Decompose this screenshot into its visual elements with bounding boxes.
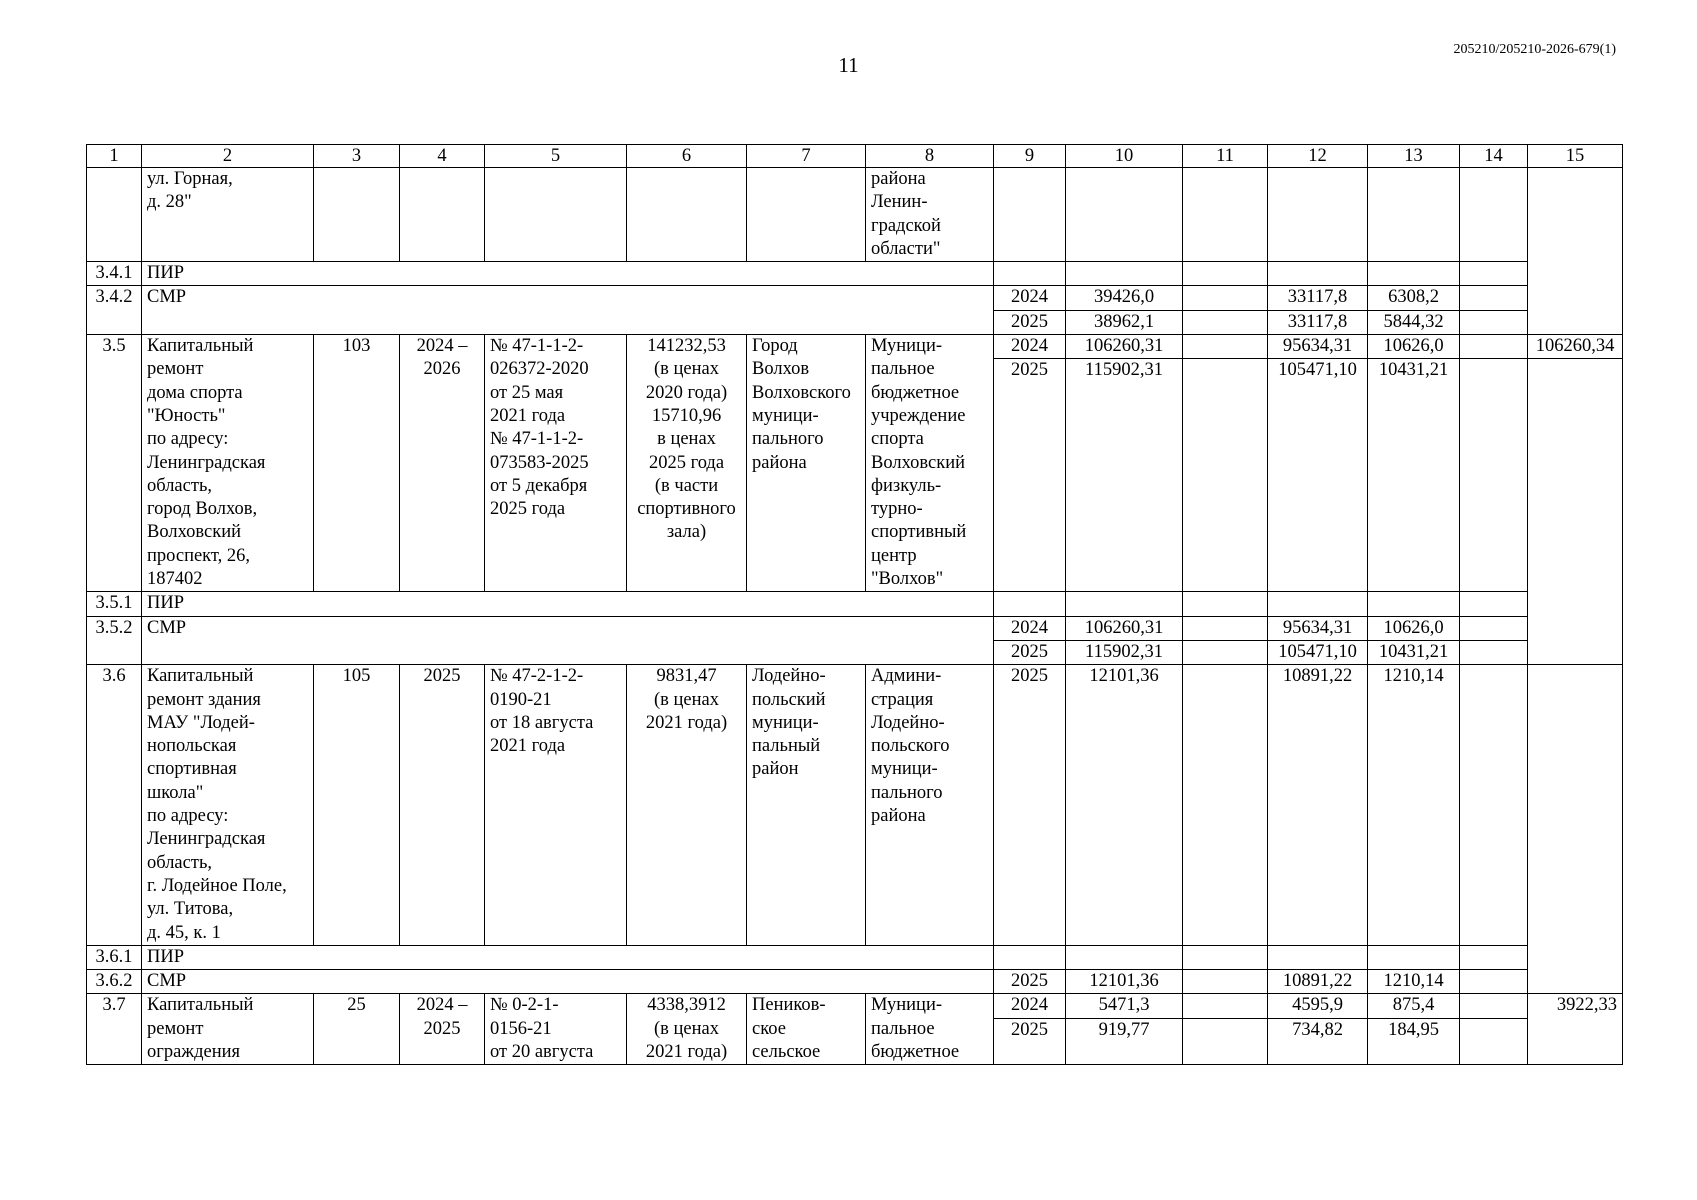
capacity-cell: 25	[314, 994, 400, 1065]
total-cell: 106260,31	[1066, 616, 1183, 640]
total-cell: 115902,31	[1066, 359, 1183, 592]
total-cell: 5471,3	[1066, 994, 1183, 1019]
regional-budget-cell: 95634,31	[1268, 335, 1368, 359]
column-header: 2	[142, 145, 314, 168]
total-cell: 38962,1	[1066, 310, 1183, 334]
column-header: 10	[1066, 145, 1183, 168]
cost-cell: 141232,53 (в ценах 2020 года) 15710,96 в ценах 2025 года (в части спортивного зала)	[627, 335, 747, 592]
column-header: 4	[400, 145, 485, 168]
column-header: 14	[1460, 145, 1528, 168]
municipality-cell: Лодейно- польский муници- пальный район	[747, 665, 866, 946]
row-number: 3.6	[87, 665, 142, 946]
local-budget-cell: 1210,14	[1368, 665, 1460, 946]
total-cell: 115902,31	[1066, 640, 1183, 664]
row-label: ПИР	[142, 262, 994, 286]
local-budget-cell: 1210,14	[1368, 970, 1460, 994]
table-row	[87, 665, 1623, 946]
year-cell: 2025	[994, 310, 1066, 334]
cost-cell: 9831,47 (в ценах 2021 года)	[627, 665, 747, 946]
year-cell: 2025	[994, 970, 1066, 994]
regional-budget-cell: 10891,22	[1268, 665, 1368, 946]
row-label: СМР	[142, 616, 994, 665]
total-cell: 919,77	[1066, 1019, 1183, 1065]
local-budget-cell: 10626,0	[1368, 335, 1460, 359]
total-cell: 12101,36	[1066, 970, 1183, 994]
customer-cell: Муници- пальное бюджетное	[866, 994, 994, 1065]
table-row	[87, 945, 1623, 969]
column-header: 7	[747, 145, 866, 168]
regional-budget-cell: 105471,10	[1268, 640, 1368, 664]
object-name: Капитальный ремонт здания МАУ "Лодей- нопольская спортивная школа" по адресу: Ленинградская область, г. Лодейное Поле, ул. Титова, д. 45, к. 1	[142, 665, 314, 946]
regional-budget-cell: 10891,22	[1268, 970, 1368, 994]
local-budget-cell: 184,95	[1368, 1019, 1460, 1065]
row-number: 3.5	[87, 335, 142, 592]
capacity-cell: 105	[314, 665, 400, 946]
cost-cell: 4338,3912 (в ценах 2021 года)	[627, 994, 747, 1065]
total-cell: 12101,36	[1066, 665, 1183, 946]
local-budget-cell: 875,4	[1368, 994, 1460, 1019]
capacity-cell: 103	[314, 335, 400, 592]
year-cell: 2025	[994, 640, 1066, 664]
row-label: ПИР	[142, 592, 994, 616]
year-cell: 2025	[994, 665, 1066, 946]
row-number: 3.4.1	[87, 262, 142, 286]
year-cell: 2024	[994, 994, 1066, 1019]
customer-cell: района Ленин- градской области"	[866, 168, 994, 262]
object-name: Капитальный ремонт дома спорта "Юность" по адресу: Ленинградская область, город Волхов, Волховский проспект, 26, 187402	[142, 335, 314, 592]
column-header: 5	[485, 145, 627, 168]
table-row	[87, 616, 1623, 640]
column-header: 9	[994, 145, 1066, 168]
local-budget-cell: 10626,0	[1368, 616, 1460, 640]
column-header: 1	[87, 145, 142, 168]
row-label: СМР	[142, 286, 994, 335]
expertise-cell: № 47-1-1-2- 026372-2020 от 25 мая 2021 года № 47-1-1-2- 073583-2025 от 5 декабря 2025 года	[485, 335, 627, 592]
local-budget-cell: 5844,32	[1368, 310, 1460, 334]
period-cell: 2025	[400, 665, 485, 946]
row-label: ПИР	[142, 945, 994, 969]
program-table	[86, 144, 1623, 1065]
expertise-cell: № 47-2-1-2- 0190-21 от 18 августа 2021 года	[485, 665, 627, 946]
municipality-cell: Пеников- ское сельское	[747, 994, 866, 1065]
local-budget-cell: 10431,21	[1368, 359, 1460, 592]
regional-budget-cell: 734,82	[1268, 1019, 1368, 1065]
local-budget-cell: 6308,2	[1368, 286, 1460, 310]
row-label: СМР	[142, 970, 994, 994]
column-header: 11	[1183, 145, 1268, 168]
row-number: 3.7	[87, 994, 142, 1065]
column-number-row	[87, 145, 1623, 168]
customer-cell: Админи- страция Лодейно- польского муници- пального района	[866, 665, 994, 946]
period-cell: 2024 – 2025	[400, 994, 485, 1065]
row-number: 3.6.1	[87, 945, 142, 969]
total-cell: 39426,0	[1066, 286, 1183, 310]
regional-budget-cell: 95634,31	[1268, 616, 1368, 640]
year-cell: 2024	[994, 335, 1066, 359]
year-cell: 2025	[994, 1019, 1066, 1065]
regional-budget-cell: 4595,9	[1268, 994, 1368, 1019]
column-header: 13	[1368, 145, 1460, 168]
row-number: 3.5.1	[87, 592, 142, 616]
table-row	[87, 286, 1623, 310]
table-row	[87, 168, 1623, 262]
remaining-cost-cell: 106260,34	[1528, 335, 1623, 359]
year-cell: 2024	[994, 616, 1066, 640]
total-cell: 106260,31	[1066, 335, 1183, 359]
table-row	[87, 262, 1623, 286]
local-budget-cell: 10431,21	[1368, 640, 1460, 664]
regional-budget-cell: 33117,8	[1268, 286, 1368, 310]
column-header: 3	[314, 145, 400, 168]
page-number: 11	[838, 53, 859, 77]
table-row	[87, 592, 1623, 616]
period-cell: 2024 – 2026	[400, 335, 485, 592]
table-row	[87, 970, 1623, 994]
column-header: 6	[627, 145, 747, 168]
remaining-cost-cell: 3922,33	[1528, 994, 1623, 1065]
row-number: 3.5.2	[87, 616, 142, 665]
object-name: ул. Горная, д. 28"	[142, 168, 314, 262]
object-name: Капитальный ремонт ограждения	[142, 994, 314, 1065]
document-code: 205210/205210-2026-679(1)	[1453, 42, 1616, 57]
year-cell: 2024	[994, 286, 1066, 310]
column-header: 8	[866, 145, 994, 168]
regional-budget-cell: 105471,10	[1268, 359, 1368, 592]
table-row	[87, 335, 1623, 359]
year-cell: 2025	[994, 359, 1066, 592]
row-number: 3.6.2	[87, 970, 142, 994]
municipality-cell: Город Волхов Волховского муници- пального района	[747, 335, 866, 592]
expertise-cell: № 0-2-1- 0156-21 от 20 августа	[485, 994, 627, 1065]
table-row	[87, 994, 1623, 1019]
regional-budget-cell: 33117,8	[1268, 310, 1368, 334]
row-number: 3.4.2	[87, 286, 142, 335]
column-header: 15	[1528, 145, 1623, 168]
customer-cell: Муници- пальное бюджетное учреждение спорта Волховский физкуль- турно- спортивный центр "Волхов"	[866, 335, 994, 592]
column-header: 12	[1268, 145, 1368, 168]
